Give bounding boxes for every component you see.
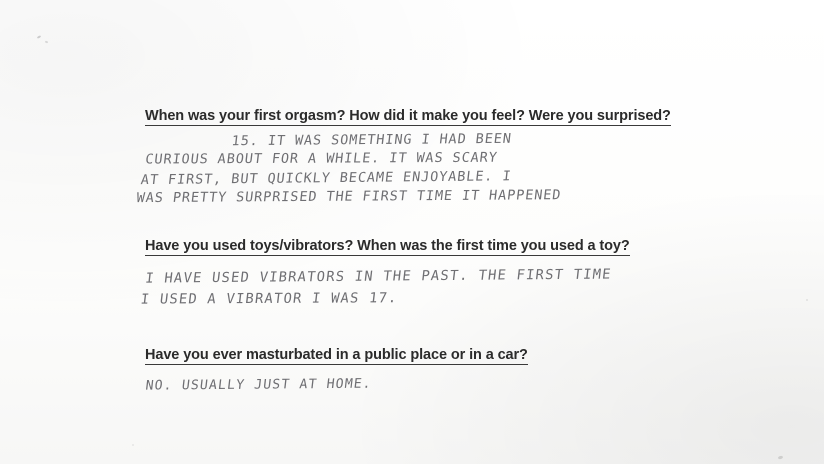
answer-line: I USED A VIBRATOR I WAS 17.	[139, 290, 399, 308]
question-underline: Have you ever masturbated in a public place or in a car?	[145, 347, 528, 363]
answer-line: I HAVE USED VIBRATORS IN THE PAST. THE FIRST TIME	[144, 266, 613, 287]
answer-line: WAS PRETTY SURPRISED THE FIRST TIME IT HAPPENED	[135, 187, 563, 207]
qa-block	[139, 236, 745, 309]
answer-line: CURIOUS ABOUT FOR A WHILE. IT WAS SCARY	[144, 149, 499, 168]
answer-line: NO. USUALLY JUST AT HOME.	[144, 376, 373, 394]
scan-speck	[45, 41, 49, 44]
question-underline: Have you used toys/vibrators? When was the first time you used a toy?	[145, 238, 630, 254]
question-underline: When was your first orgasm? How did it make you feel? Were you surprised?	[145, 108, 671, 124]
answer-text	[140, 265, 745, 309]
answer-text	[136, 130, 745, 206]
scan-speck	[132, 444, 134, 446]
scan-speck	[778, 455, 784, 459]
qa-block	[145, 345, 745, 393]
scan-speck	[37, 35, 41, 39]
answer-line: 15. IT WAS SOMETHING I HAD BEEN	[230, 130, 513, 150]
question-text	[145, 106, 745, 126]
answer-line: AT FIRST, BUT QUICKLY BECAME ENJOYABLE. I	[139, 168, 513, 189]
answer-text	[143, 374, 745, 393]
questionnaire-body	[135, 106, 745, 419]
question-text	[145, 345, 745, 365]
scan-speck	[806, 299, 808, 301]
qa-block	[135, 106, 745, 207]
question-text	[145, 236, 745, 256]
